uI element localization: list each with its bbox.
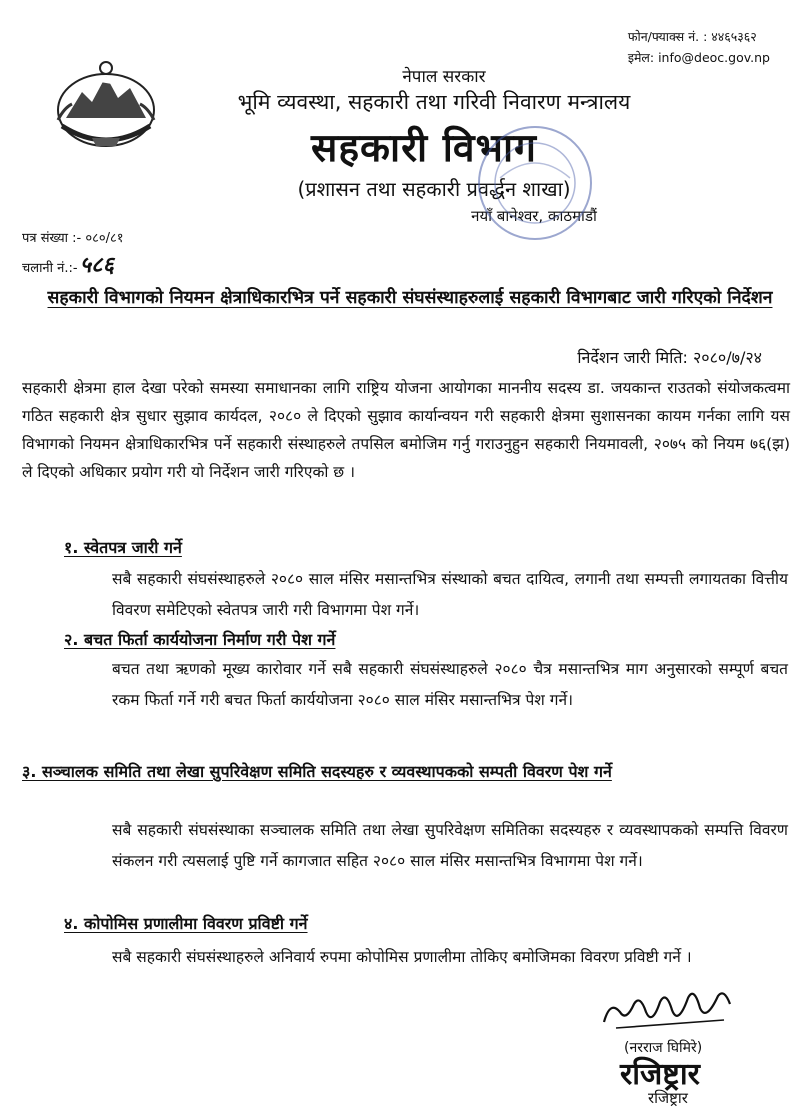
directive-title-text: सहकारी विभागको नियमन क्षेत्राधिकारभित्र पर्ने सहकारी संघसंस्थाहरुलाई सहकारी विभागबाट जारी गरिएको निर्देशन (47, 288, 773, 308)
ministry-name: भूमि व्यवस्था, सहकारी तथा गरिवी निवारण मन्त्रालय (237, 90, 631, 114)
dispatch-label: चलानी नं.:- (22, 261, 78, 276)
branch-name: (प्रशासन तथा सहकारी प्रवर्द्धन शाखा) (297, 177, 571, 201)
section-body-2: बचत तथा ऋणको मूख्य कारोवार गर्ने सबै सहकारी संघसंस्थाहरुले २०८० चैत्र मसान्तभित्र माग अनुसारको सम्पूर्ण बचत रकम फिर्ता गर्ने गरी बचत फिर्ता कार्ययोजना २०८० साल मंसिर मसान्तभित्र पेश गर्ने। (112, 660, 788, 709)
signatory-title-stamp: रजिष्ट्रार (620, 1057, 700, 1092)
letter-number: पत्र संख्या :- ०८०/८१ (22, 231, 124, 246)
department-name: सहकारी विभाग (310, 126, 538, 171)
dispatch-number: ५८६ (79, 253, 114, 278)
signature-icon (596, 982, 736, 1040)
signatory-title: रजिष्ट्रार (648, 1089, 688, 1107)
directive-title (30, 284, 790, 312)
section-body-3: सबै सहकारी संघसंस्थाका सञ्चालक समिति तथा लेखा सुपरिवेक्षण समितिका सदस्यहरु र व्यवस्थापकको सम्पत्ति विवरण संकलन गरी त्यसलाई पुष्टि गर्ने कागजात सहित २०८० साल मंसिर मसान्तभित्र विभागमा पेश गर्ने। (112, 821, 788, 870)
intro-paragraph: सहकारी क्षेत्रमा हाल देखा परेको समस्या समाधानका लागि राष्ट्रिय योजना आयोगका माननीय सदस्य डा. जयकान्त राउतको संयोजकत्वमा गठित सहकारी क्षेत्र सुधार सुझाव कार्यदल, २०८० ले दिएको सुझाव कार्यान्वयन गरी सहकारी क्षेत्रमा सुशासनका कायम गर्नका लागि यस विभागको नियमन क्षेत्राधिकारभित्र पर्ने सहकारी संस्थाहरुले तपसिल बमोजिम गर्नु गराउनुहुन सहकारी नियमावली, २०७५ को नियम ७६(झ) ले दिएको अधिकार प्रयोग गरी यो निर्देशन जारी गरिएको छ । (22, 379, 790, 481)
dispatch-number-row (22, 249, 114, 279)
section-body-1: सबै सहकारी संघसंस्थाहरुले २०८० साल मंसिर मसान्तभित्र संस्थाको बचत दायित्व, लगानी तथा सम्पत्ती लगायतका वित्तीय विवरण समेटिएको स्वेतपत्र जारी गरी विभागमा पेश गर्ने। (112, 570, 788, 619)
section-heading-4: ४. कोपोमिस प्रणालीमा विवरण प्रविष्टी गर्ने (64, 914, 308, 933)
signatory-name: (नरराज घिमिरे) (624, 1040, 703, 1056)
office-address: नयाँ बानेश्वर, काठमाडौं (471, 207, 597, 225)
section-heading-1: १. स्वेतपत्र जारी गर्ने (64, 538, 182, 557)
government-name: नेपाल सरकार (402, 67, 486, 87)
section-body-4: सबै सहकारी संघसंस्थाहरुले अनिवार्य रुपमा कोपोमिस प्रणालीमा तोकिए बमोजिमका विवरण प्रविष्टी गर्ने । (112, 948, 692, 966)
section-heading-2: २. बचत फिर्ता कार्ययोजना निर्माण गरी पेश गर्ने (64, 630, 336, 649)
office-stamp-icon (470, 118, 600, 248)
contact-block (628, 26, 770, 68)
email: इमेल: info@deoc.gov.np (627, 50, 770, 65)
section-heading-3: ३. सञ्चालक समिति तथा लेखा सुपरिवेक्षण समिति सदस्यहरु र व्यवस्थापकको सम्पती विवरण पेश गर्ने (22, 762, 612, 781)
phone-fax: फोन/फ्याक्स नं. : ४४६५३६२ (627, 29, 757, 44)
issue-date: निर्देशन जारी मिति: २०८०/७/२४ (577, 348, 762, 367)
